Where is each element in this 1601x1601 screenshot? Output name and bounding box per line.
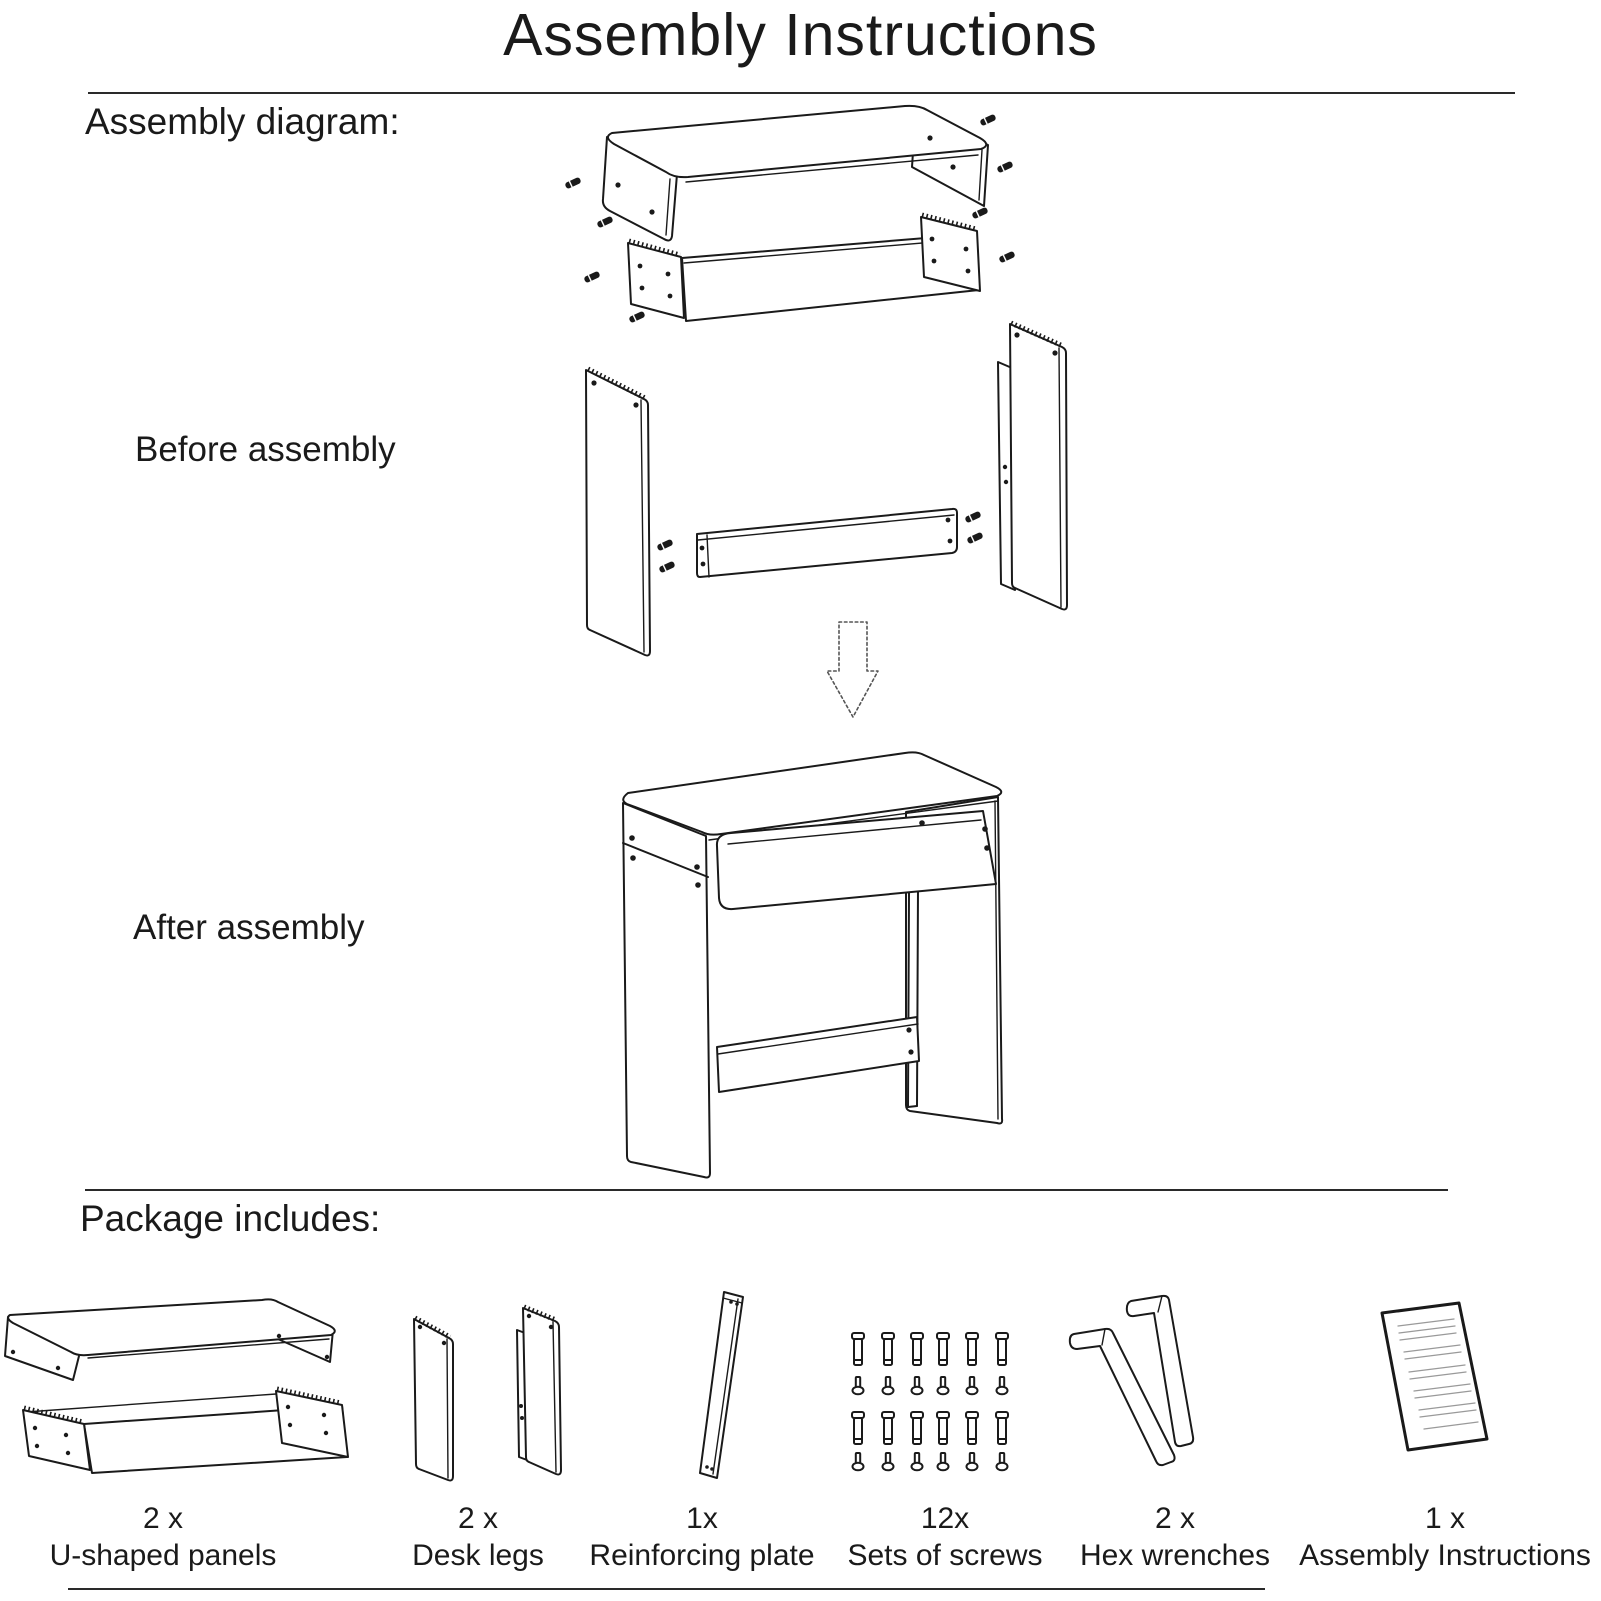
assembled-desk-drawing (623, 752, 1002, 1177)
reinforcing-plate-drawing (697, 509, 957, 577)
before-assembly-diagram (500, 100, 1120, 740)
package-item-label (368, 1500, 588, 1574)
item-name: Desk legs (412, 1539, 544, 1572)
top-divider (88, 92, 1515, 94)
after-assembly-label: After assembly (133, 908, 365, 947)
package-item-label (1280, 1500, 1601, 1574)
item-name: Hex wrenches (1079, 1539, 1271, 1572)
page-title: Assembly Instructions (503, 2, 1098, 68)
before-assembly-label: Before assembly (135, 430, 396, 469)
package-item-label (572, 1500, 832, 1574)
middle-divider (85, 1189, 1448, 1191)
item-qty: 2 x (142, 1502, 184, 1535)
package-item-label (1055, 1500, 1295, 1574)
screws-illustration (845, 1325, 1015, 1480)
drawer-panel-drawing (628, 215, 980, 321)
assembly-diagram-label: Assembly diagram: (85, 101, 400, 142)
right-legs-drawing (998, 323, 1067, 610)
package-item-label (825, 1500, 1065, 1574)
item-qty: 2 x (457, 1502, 499, 1535)
item-qty: 12x (920, 1502, 970, 1535)
after-assembly-diagram (600, 730, 1120, 1200)
item-name: Assembly Instructions (1299, 1539, 1591, 1572)
item-name: Reinforcing plate (589, 1539, 815, 1572)
item-qty: 1x (686, 1502, 718, 1535)
bottom-divider (68, 1588, 1265, 1590)
item-name: U-shaped panels (49, 1539, 277, 1572)
package-item-label (3, 1500, 323, 1574)
desk-legs-illustration (405, 1300, 570, 1495)
u-shaped-panels-illustration (0, 1290, 360, 1490)
down-arrow-icon (827, 622, 878, 717)
item-name: Sets of screws (847, 1539, 1043, 1572)
item-qty: 2 x (1154, 1502, 1196, 1535)
item-qty: 1 x (1424, 1502, 1466, 1535)
package-includes-label: Package includes: (80, 1198, 381, 1239)
hex-wrenches-illustration (1060, 1290, 1210, 1475)
instruction-sheet-illustration (1370, 1295, 1500, 1460)
reinforcing-plate-illustration (690, 1288, 760, 1488)
left-leg-drawing (586, 369, 650, 656)
